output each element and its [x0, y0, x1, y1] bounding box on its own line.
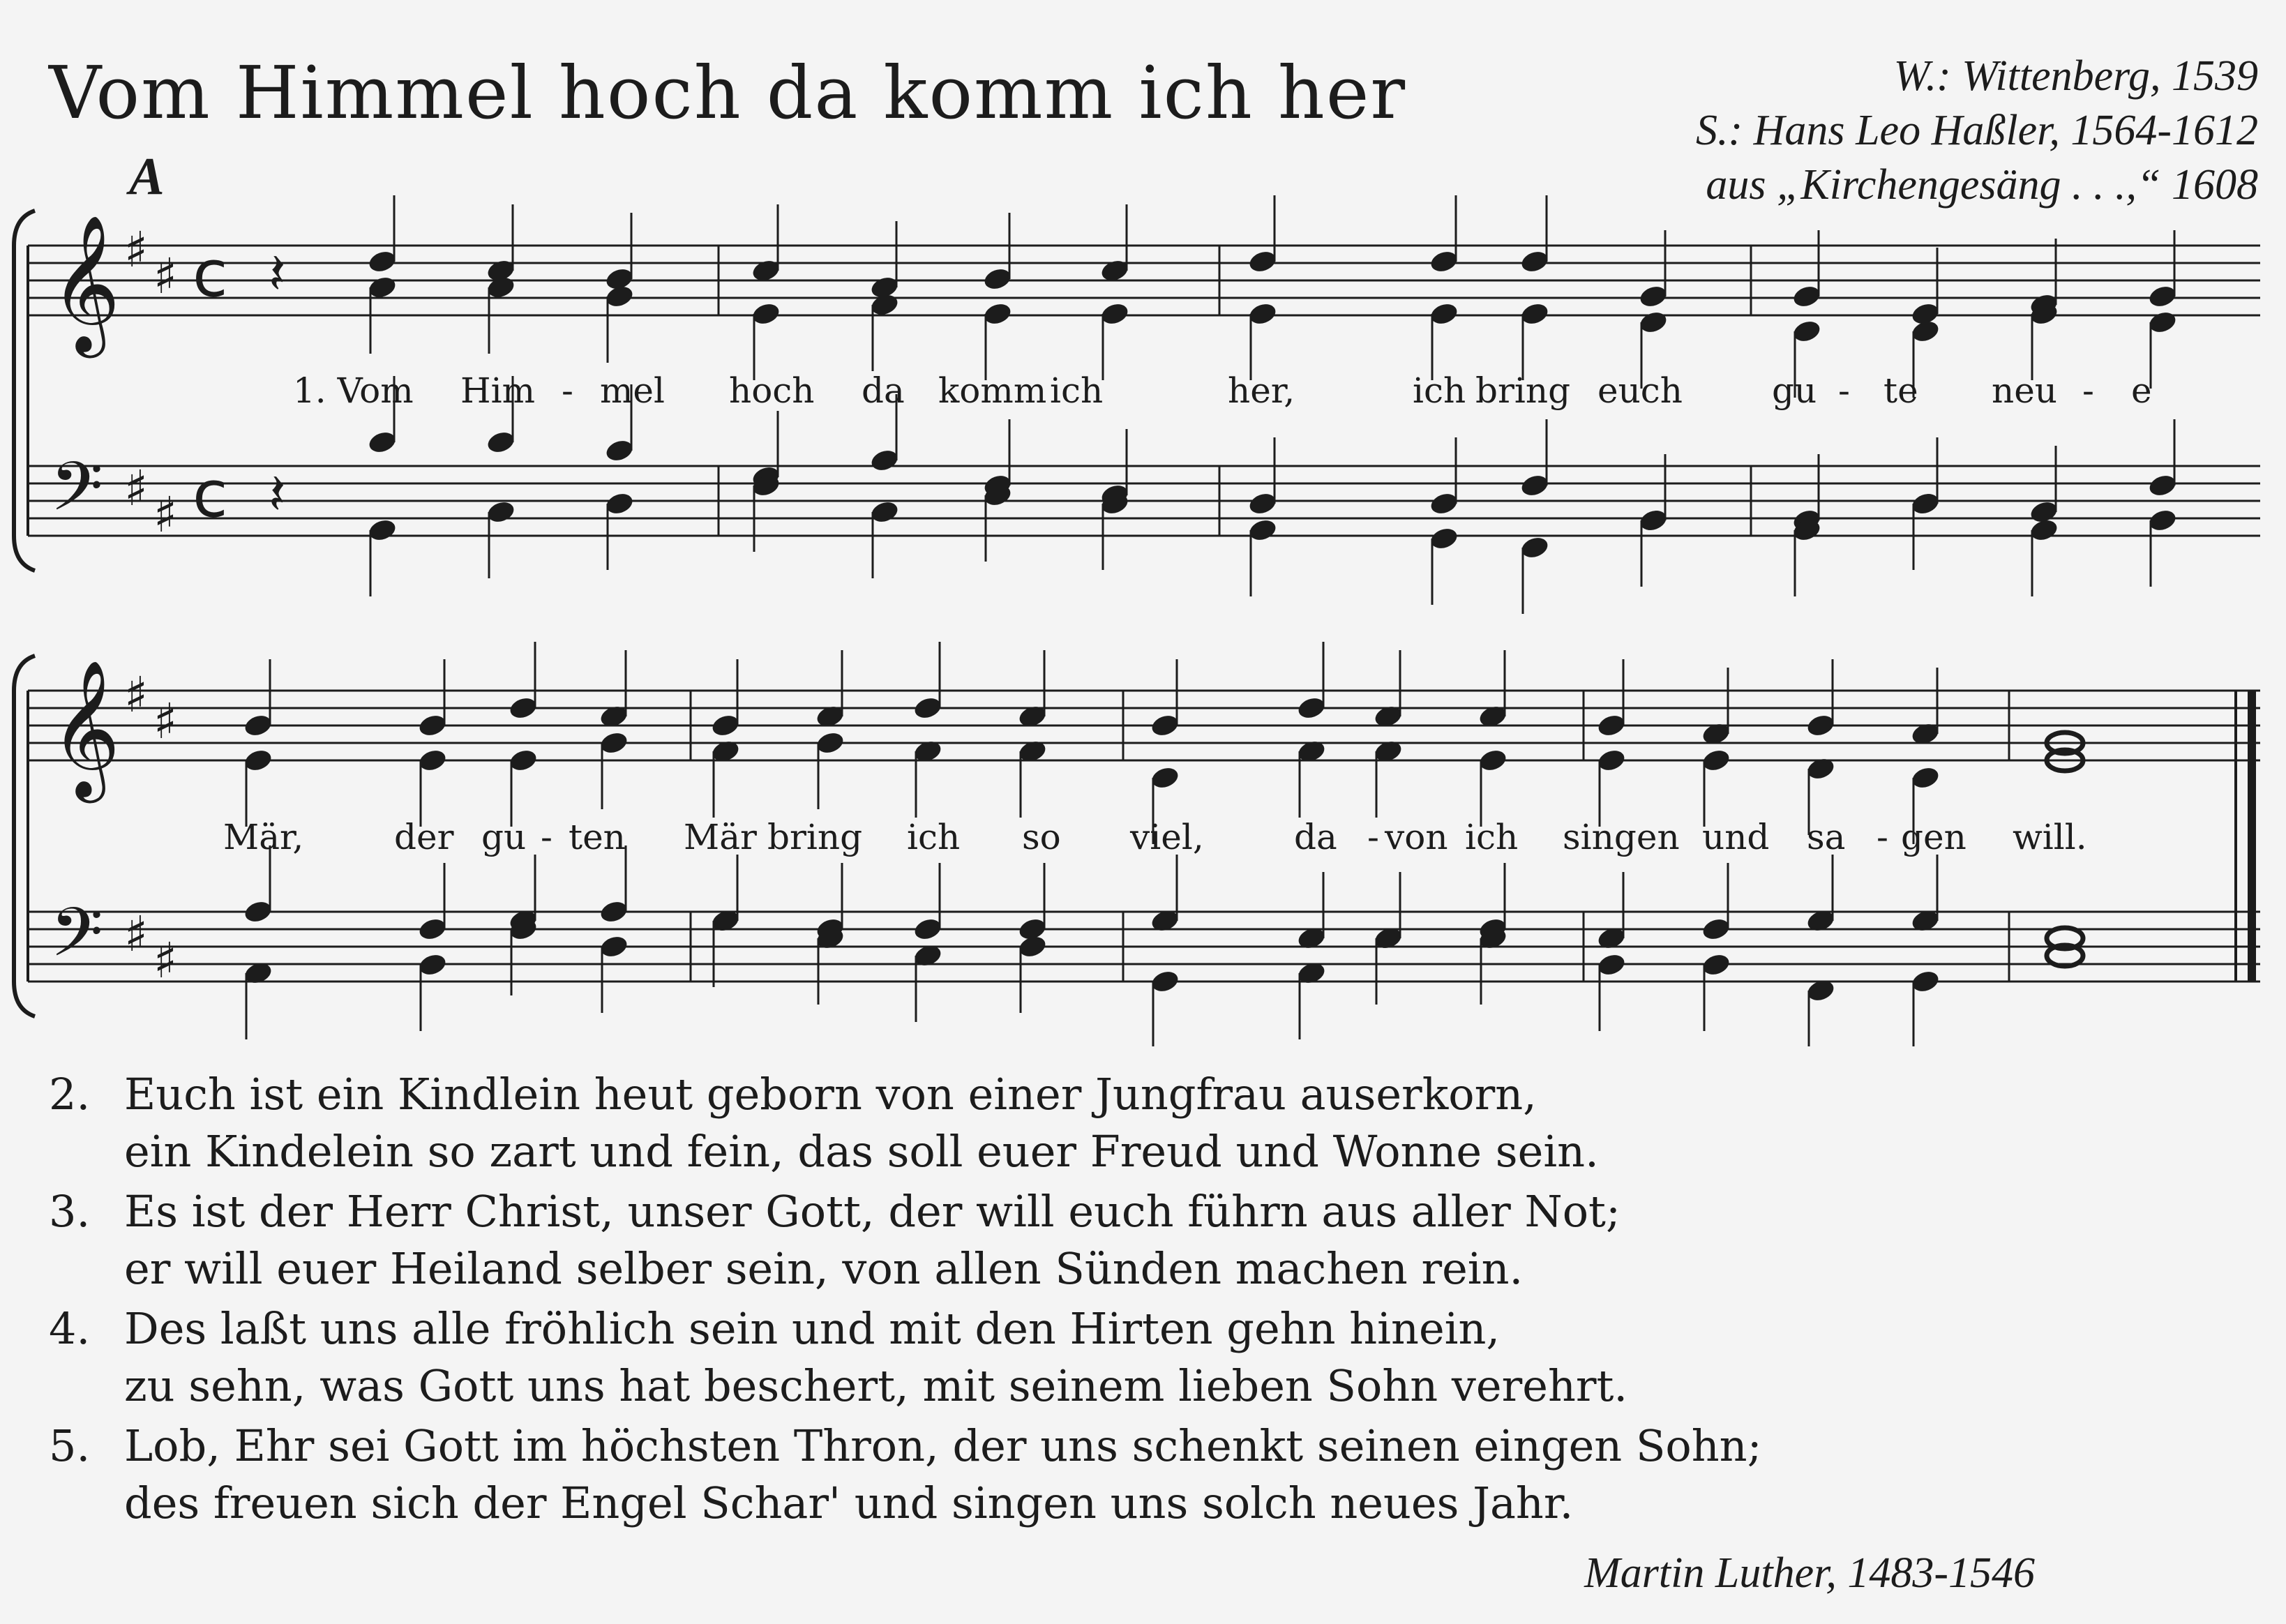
lyric-syllable: gen — [1901, 817, 1967, 857]
sharp-icon: ♯ — [124, 221, 148, 278]
sharp-icon: ♯ — [124, 905, 148, 963]
verse — [49, 1418, 1762, 1532]
treble-clef-icon: 𝄞 — [50, 659, 121, 797]
lyric-syllable: Mär, — [223, 817, 304, 857]
lyric-syllable: - — [1877, 817, 1888, 857]
lyric-syllable: Him — [460, 370, 536, 411]
quarter-rest-icon: 𝄽 — [269, 241, 286, 306]
lyric-syllable: mel — [600, 370, 665, 411]
verses — [49, 1066, 1762, 1535]
system-bracket — [14, 211, 35, 571]
lyric-syllable: Mär — [684, 817, 757, 857]
verse — [49, 1183, 1762, 1298]
time-signature: c — [193, 236, 228, 311]
lyric-syllable: bring — [1475, 370, 1571, 411]
lyrics-system-2 — [223, 817, 2087, 857]
verse-number: 2. — [49, 1069, 91, 1120]
lyrics-system-1 — [293, 370, 2152, 411]
verse-line: Lob, Ehr sei Gott im höchsten Thron, der uns schenkt seinen eingen Sohn; — [124, 1420, 1762, 1471]
verse-line: er will euer Heiland selber sein, von allen Sünden machen rein. — [124, 1243, 1524, 1294]
lyric-syllable: ich — [907, 817, 961, 857]
lyric-syllable: da — [1294, 817, 1337, 857]
sharp-icon: ♯ — [124, 666, 148, 723]
lyric-syllable: ich — [1465, 817, 1519, 857]
lyric-syllable: singen — [1563, 817, 1680, 857]
verse-number: 3. — [49, 1186, 91, 1237]
lyric-syllable: euch — [1597, 370, 1683, 411]
lyric-syllable: - — [1838, 370, 1850, 411]
lyric-syllable: - — [2082, 370, 2094, 411]
credit-words: W.: Wittenberg, 1539 — [1893, 52, 2258, 100]
lyric-syllable: da — [862, 370, 905, 411]
lyric-syllable: will. — [2013, 817, 2087, 857]
lyric-syllable: neu — [1992, 370, 2057, 411]
verse-line: ein Kindelein so zart und fein, das soll euer Freud und Wonne sein. — [124, 1126, 1599, 1177]
lyric-syllable: ich — [1413, 370, 1466, 411]
verse-line: Des laßt uns alle fröhlich sein und mit den Hirten gehn hinein, — [124, 1303, 1501, 1354]
section-label: A — [129, 147, 165, 206]
credit-setting: S.: Hans Leo Haßler, 1564-1612 — [1696, 107, 2258, 154]
lyric-syllable: her, — [1228, 370, 1295, 411]
lyric-syllable: so — [1022, 817, 1061, 857]
verse-line: des freuen sich der Engel Schar' und singen uns solch neues Jahr. — [124, 1478, 1574, 1528]
staff-lines — [28, 246, 2260, 982]
lyric-syllable: sa — [1807, 817, 1846, 857]
sharp-icon: ♯ — [153, 486, 177, 543]
bass-clef-icon: 𝄢 — [50, 446, 103, 543]
verse-line: Es ist der Herr Christ, unser Gott, der will euch führn aus aller Not; — [124, 1186, 1620, 1237]
notes — [243, 195, 2179, 1046]
lyric-syllable: der — [394, 817, 454, 857]
author: Martin Luther, 1483-1546 — [1584, 1549, 2035, 1597]
time-signature: c — [193, 457, 228, 532]
lyric-syllable: e — [2131, 370, 2152, 411]
treble-clef-icon: 𝄞 — [50, 214, 121, 352]
lyric-syllable: ich — [1050, 370, 1104, 411]
lyric-syllable: gu — [481, 817, 527, 857]
verse-number: 4. — [49, 1303, 91, 1354]
lyric-syllable: te — [1883, 370, 1918, 411]
lyric-syllable: - — [562, 370, 573, 411]
quarter-rest-icon: 𝄽 — [269, 462, 286, 527]
lyric-syllable: gu — [1772, 370, 1817, 411]
verse-line: Euch ist ein Kindlein heut geborn von einer Jungfrau auserkorn, — [124, 1069, 1537, 1120]
credit-source: aus „Kirchengesäng . . .,“ 1608 — [1706, 161, 2258, 209]
lyric-syllable: und — [1702, 817, 1770, 857]
sharp-icon: ♯ — [124, 460, 148, 517]
hymn-title: Vom Himmel hoch da komm ich her — [49, 50, 1407, 135]
lyric-syllable: von — [1385, 817, 1448, 857]
sharp-icon: ♯ — [153, 248, 177, 305]
system-bracket — [14, 656, 35, 1016]
verse — [49, 1300, 1762, 1415]
verse-number: 5. — [49, 1420, 91, 1471]
lyric-syllable: viel, — [1130, 817, 1204, 857]
lyric-syllable: bring — [767, 817, 863, 857]
sharp-icon: ♯ — [153, 693, 177, 750]
lyric-syllable: - — [541, 817, 552, 857]
lyric-syllable: 1. Vom — [293, 370, 414, 411]
lyric-syllable: komm — [938, 370, 1047, 411]
lyric-syllable: ten — [569, 817, 626, 857]
lyric-syllable: hoch — [729, 370, 815, 411]
verse — [49, 1066, 1762, 1180]
bass-clef-icon: 𝄢 — [50, 892, 103, 988]
lyric-syllable: - — [1367, 817, 1379, 857]
sharp-icon: ♯ — [153, 932, 177, 989]
verse-line: zu sehn, was Gott uns hat beschert, mit seinem lieben Sohn verehrt. — [124, 1360, 1628, 1411]
